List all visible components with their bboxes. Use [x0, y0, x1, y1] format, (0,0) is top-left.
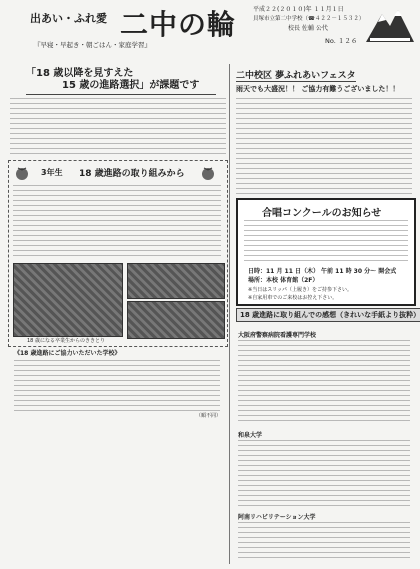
festa-body-text	[236, 98, 412, 194]
persimmon-icon	[13, 163, 31, 181]
choir-header: 合唱コンクールのお知らせ	[262, 208, 382, 219]
column-divider	[229, 64, 230, 564]
grade-label: 3年生	[41, 168, 63, 177]
choir-note2: ※自家用車でのご来校はお控え下さい。	[248, 295, 338, 301]
impressions-section3-title: 阿南リハビリテーション大学	[238, 514, 316, 521]
careers-photo-1	[13, 263, 123, 337]
impressions-section	[232, 306, 420, 564]
choir-date: 日時：11 月 11 日（木） 午前 11 時 30 分～ 開会式	[248, 268, 397, 275]
choir-box	[236, 198, 416, 306]
careers-section	[8, 160, 228, 347]
impressions-section1-title: 大阪府警察病院看護専門学校	[238, 332, 317, 339]
choir-body-text	[244, 220, 408, 264]
issue-number: No. １２６	[325, 37, 358, 45]
impressions-section1-text	[238, 340, 410, 424]
impressions-section3-text	[238, 522, 410, 562]
author: 校長 佐輔 公代	[288, 25, 328, 32]
school-logo-icon	[364, 2, 416, 44]
persimmon-icon-right	[199, 163, 217, 181]
impressions-section2-text	[238, 440, 410, 506]
careers-body-text	[13, 185, 221, 259]
companies-list	[14, 360, 220, 412]
masthead	[0, 0, 420, 62]
series-label: 出あい・ふれ愛	[30, 12, 107, 25]
impressions-header: 18 歳進路に取り組んでの感想（きれいな手紙より抜粋）	[236, 308, 420, 322]
choir-place: 場所：本校 体育館（2F）	[248, 277, 319, 284]
festa-subheader: 雨天でも大盛況！！ ご協力有難うございました！！	[236, 85, 400, 93]
festa-section	[232, 64, 414, 196]
careers-header: 18 歳進路の取り組みから	[79, 169, 185, 179]
companies-note: （順不同）	[196, 413, 222, 419]
newsletter-title: 二中の輪	[120, 8, 237, 41]
publisher: 貝塚市立第二中学校（☎４２２－１５３２）	[253, 16, 365, 22]
headline-line2: 15 歳の進路選択」が課題です	[62, 80, 200, 91]
careers-photo-caption: 18 歳になる卒業生からのききとり	[27, 338, 105, 344]
impressions-section2-title: 和泉大学	[238, 432, 263, 439]
headline-line1: 「18 歳以降を見すえた	[26, 68, 134, 79]
companies-box	[8, 348, 226, 420]
festa-header: 二中校区 夢ふれあいフェスタ	[236, 68, 356, 82]
companies-title: 《18 歳進路にご協力いただいた学校》	[14, 350, 121, 357]
lead-article	[8, 64, 228, 159]
lead-body-text	[10, 98, 226, 154]
motto: 『早寝・早起き・朝ごはん・家庭学習』	[34, 41, 151, 49]
careers-photo-2	[127, 263, 225, 299]
choir-note1: ※当日はスリッパ（上履き）をご持参下さい。	[248, 287, 352, 293]
issue-date: 平成２２(２０１０)年 １１月１日	[253, 6, 344, 13]
lead-headline	[26, 68, 216, 95]
careers-photo-3	[127, 301, 225, 339]
